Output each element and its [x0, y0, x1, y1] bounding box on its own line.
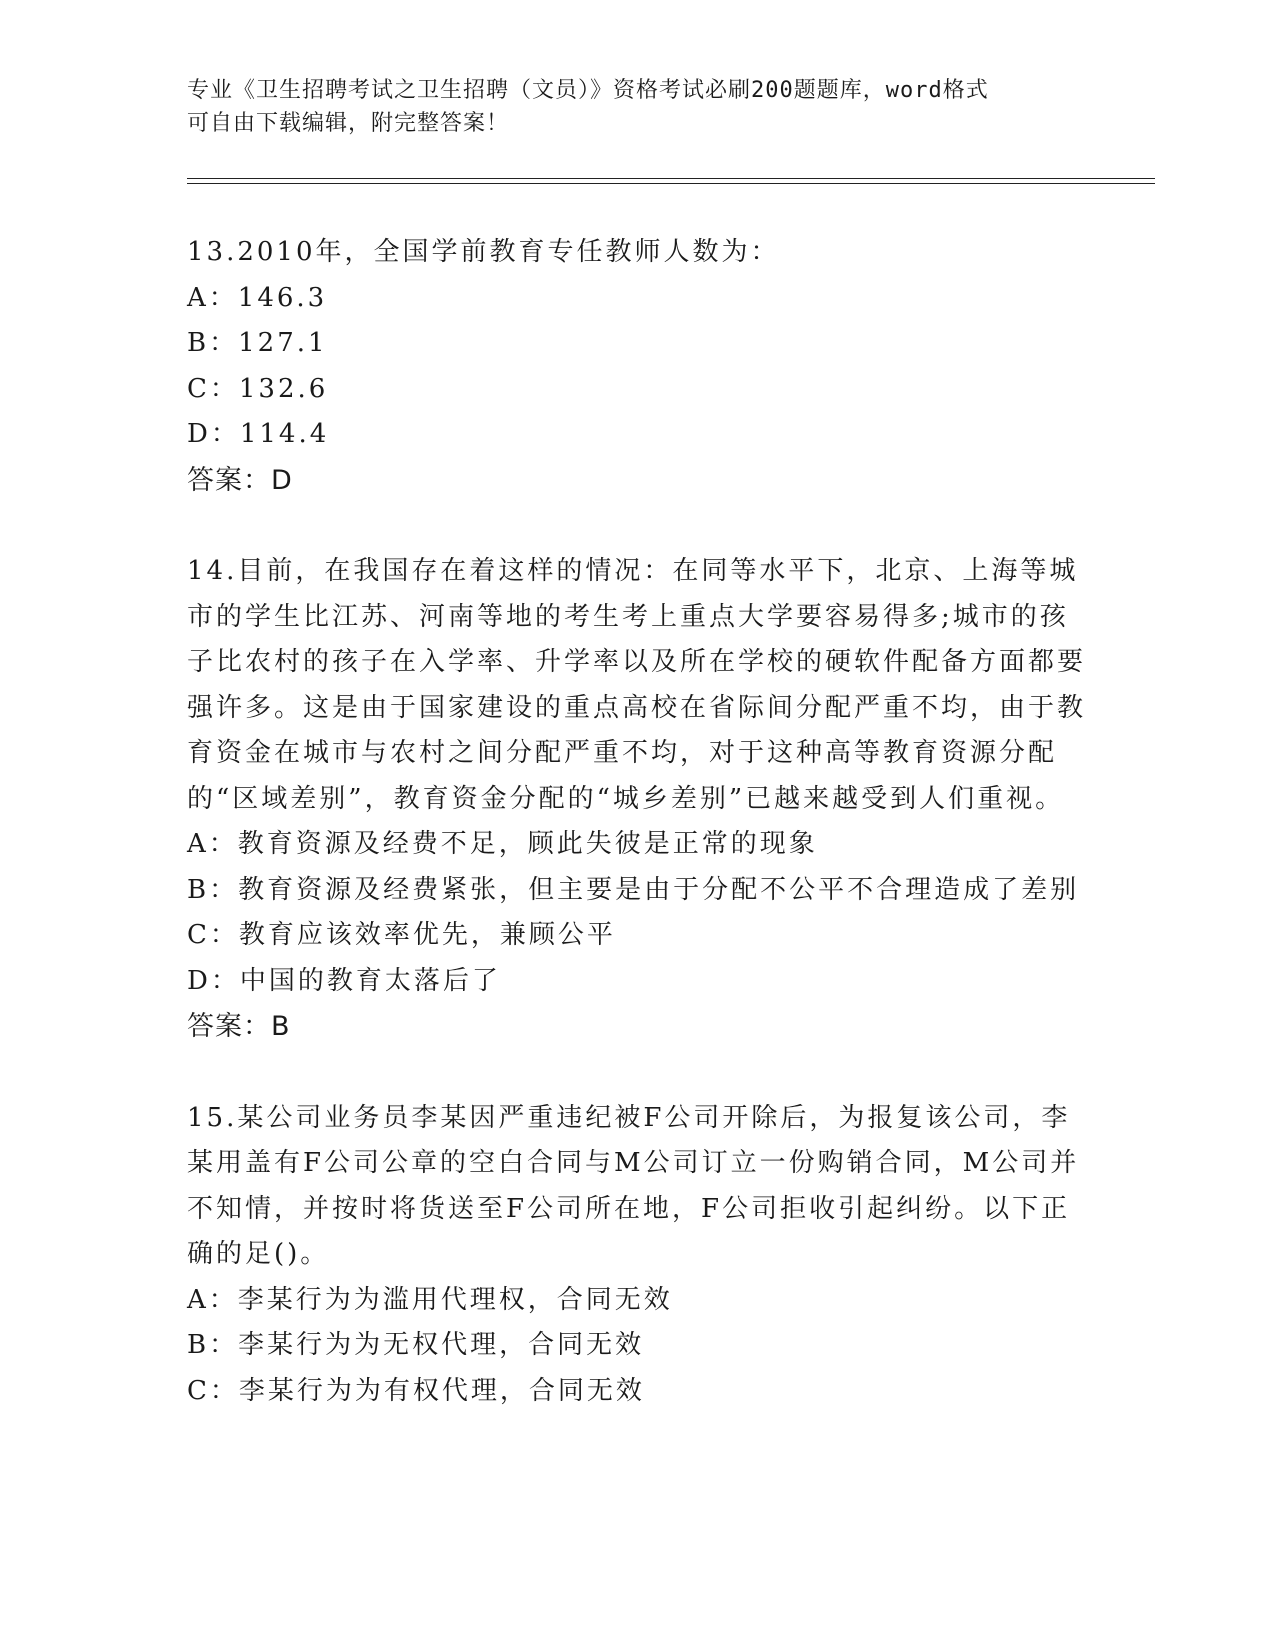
option-b: B：李某行为为无权代理，合同无效	[187, 1330, 645, 1360]
header-divider-bottom	[187, 183, 1155, 184]
answer-line: 答案：B	[187, 1011, 291, 1042]
option-b: B：127.1	[187, 328, 328, 358]
option-a: A：146.3	[187, 282, 328, 313]
option-c: C：教育应该效率优先，兼顾公平	[187, 920, 616, 950]
option-d: D：114.4	[187, 419, 330, 449]
question-13	[187, 230, 1087, 503]
header-line-2: 可自由下载编辑，附完整答案！	[187, 111, 510, 136]
answer-line: 答案：D	[187, 464, 293, 496]
question-text: 13.2010年，全国学前教育专任教师人数为：	[187, 237, 780, 267]
header-line-1: 专业《卫生招聘考试之卫生招聘（文员）》资格考试必刷200题题库，word格式	[187, 78, 989, 103]
option-d: D：中国的教育太落后了	[187, 965, 501, 996]
question-15	[187, 1096, 1087, 1415]
option-b: B：教育资源及经费紧张，但主要是由于分配不公平不合理造成了差别	[187, 874, 1080, 905]
question-list	[187, 230, 1087, 1460]
option-a: A：李某行为为滥用代理权，合同无效	[187, 1284, 673, 1315]
header-divider-top	[187, 178, 1155, 179]
question-text: 14.目前，在我国存在着这样的情况：在同等水平下，北京、上海等城市的学生比江苏、河南等地的考生考上重点大学要容易得多;城市的孩子比农村的孩子在入学率、升学率以及所在学校的硬软件配备方面都要强许多。这是由于国家建设的重点高校在省际间分配严重不均，由于教育资金在城市与农村之间分配严重不均，对于这种高等教育资源分配的“区域差别”，教育资金分配的“城乡差别”已越来越受到人们重视。	[187, 556, 1087, 814]
document-header	[187, 74, 1087, 140]
option-a: A：教育资源及经费不足，顾此失彼是正常的现象	[187, 829, 818, 859]
question-text: 15.某公司业务员李某因严重违纪被F公司开除后，为报复该公司，李某用盖有F公司公章的空白合同与M公司订立一份购销合同，M公司并不知情，并按时将货送至F公司所在地，F公司拒收引起纠纷。以下正确的足()。	[187, 1102, 1080, 1269]
option-c: C：132.6	[187, 373, 329, 404]
option-c: C：李某行为为有权代理，合同无效	[187, 1375, 645, 1406]
question-14	[187, 549, 1087, 1050]
